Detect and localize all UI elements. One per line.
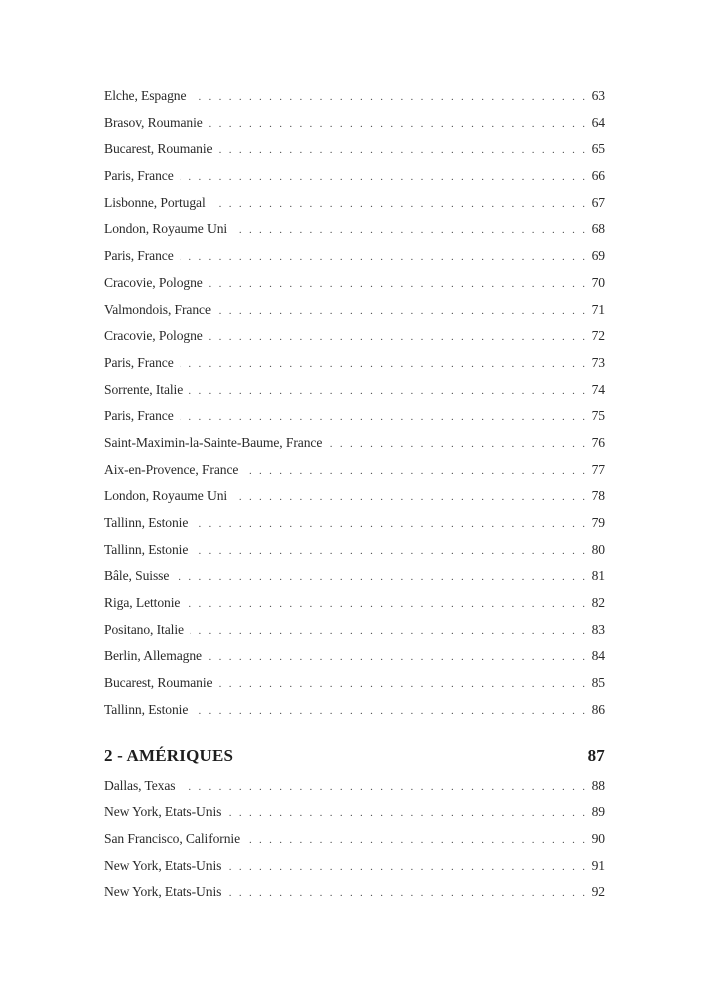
toc-entry-page: 66 (591, 168, 605, 184)
toc-entry-page: 89 (591, 804, 605, 820)
table-of-contents (104, 83, 605, 906)
toc-list-europe (104, 83, 605, 724)
toc-entry-title: Aix-en-Provence, France (104, 461, 239, 477)
toc-dot-leader (227, 800, 585, 827)
toc-dot-leader (209, 324, 585, 351)
toc-entry-title: Elche, Espagne (104, 88, 187, 103)
toc-entry[interactable] (104, 377, 605, 404)
toc-entry-page: 75 (591, 408, 605, 424)
section-heading-ameriques[interactable] (104, 746, 605, 766)
toc-entry[interactable] (104, 297, 605, 324)
toc-entry-page: 84 (591, 648, 605, 664)
toc-entry-page: 72 (591, 328, 605, 344)
toc-entry-title: London, Royaume Uni (104, 488, 228, 504)
toc-entry[interactable] (104, 110, 605, 137)
toc-entry-page: 82 (591, 595, 605, 611)
toc-entry[interactable] (104, 216, 605, 243)
toc-entry-title: Paris, France (104, 248, 174, 264)
toc-entry-page: 78 (591, 488, 605, 504)
toc-dot-leader (192, 84, 585, 111)
toc-entry-title: Berlin, Allemagne (104, 648, 202, 664)
toc-entry-title: New York, Etats-Unis (104, 884, 222, 900)
toc-dot-leader (212, 191, 585, 218)
toc-entry-page: 92 (591, 884, 605, 900)
toc-entry[interactable] (104, 403, 605, 430)
toc-entry[interactable] (104, 510, 605, 537)
toc-entry[interactable] (104, 350, 605, 377)
toc-entry-page: 71 (591, 301, 605, 317)
toc-entry-title: Brasov, Roumanie (104, 114, 203, 130)
toc-entry[interactable] (104, 643, 605, 670)
toc-entry-title: Bâle, Suisse (104, 568, 170, 584)
toc-entry[interactable] (104, 537, 605, 564)
toc-dot-leader (186, 591, 585, 618)
toc-dot-leader (182, 774, 586, 801)
toc-entry-page: 74 (591, 381, 605, 397)
toc-entry-title: London, Royaume Uni (104, 221, 228, 237)
toc-entry-page: 68 (591, 221, 605, 237)
toc-entry[interactable] (104, 190, 605, 217)
toc-entry-title: Paris, France (104, 354, 174, 370)
toc-entry-page: 86 (591, 701, 605, 717)
toc-entry-title: Saint-Maximin-la-Sainte-Baume, France (104, 434, 323, 450)
toc-entry-title: Positano, Italie (104, 621, 184, 637)
toc-entry[interactable] (104, 853, 605, 880)
toc-entry-page: 70 (591, 274, 605, 290)
toc-dot-leader (180, 404, 585, 431)
toc-list-ameriques (104, 773, 605, 906)
toc-entry-title: Paris, France (104, 168, 174, 184)
toc-entry-title: San Francisco, Californie (104, 830, 241, 846)
toc-entry-title: Cracovie, Pologne (104, 274, 203, 290)
toc-dot-leader (194, 538, 585, 565)
toc-entry-title: Sorrente, Italie (104, 381, 184, 397)
section-heading-page: 87 (587, 745, 605, 765)
toc-entry-page: 81 (591, 568, 605, 584)
toc-entry-page: 88 (591, 777, 605, 793)
toc-entry-page: 64 (591, 114, 605, 130)
toc-dot-leader (246, 827, 585, 854)
toc-entry[interactable] (104, 799, 605, 826)
toc-dot-leader (233, 217, 585, 244)
toc-dot-leader (180, 244, 585, 271)
toc-entry[interactable] (104, 670, 605, 697)
toc-dot-leader (180, 351, 585, 378)
toc-entry[interactable] (104, 697, 605, 724)
toc-entry-page: 76 (591, 434, 605, 450)
toc-dot-leader (208, 644, 585, 671)
toc-entry[interactable] (104, 323, 605, 350)
toc-dot-leader (218, 671, 585, 698)
toc-entry[interactable] (104, 457, 605, 484)
toc-dot-leader (180, 164, 585, 191)
toc-entry-title: Tallinn, Estonie (104, 515, 189, 530)
toc-entry[interactable] (104, 826, 605, 853)
toc-entry-page: 85 (591, 675, 605, 691)
toc-entry[interactable] (104, 773, 605, 800)
toc-entry-page: 63 (591, 88, 605, 103)
toc-entry-title: Cracovie, Pologne (104, 328, 203, 344)
toc-entry[interactable] (104, 563, 605, 590)
toc-entry-title: New York, Etats-Unis (104, 857, 222, 873)
toc-entry-page: 77 (591, 461, 605, 477)
toc-entry[interactable] (104, 136, 605, 163)
toc-entry-title: Paris, France (104, 408, 174, 424)
toc-entry-page: 69 (591, 248, 605, 264)
toc-entry[interactable] (104, 270, 605, 297)
toc-entry[interactable] (104, 617, 605, 644)
toc-entry-title: Valmondois, France (104, 301, 211, 317)
toc-dot-leader (328, 431, 585, 458)
toc-entry[interactable] (104, 243, 605, 270)
toc-entry[interactable] (104, 83, 605, 110)
toc-dot-leader (227, 880, 585, 907)
toc-entry-title: Dallas, Texas (104, 777, 176, 793)
toc-entry-page: 65 (591, 141, 605, 157)
toc-dot-leader (209, 271, 585, 298)
toc-entry[interactable] (104, 430, 605, 457)
toc-dot-leader (190, 618, 585, 645)
toc-entry-page: 91 (591, 857, 605, 873)
toc-dot-leader (189, 378, 585, 405)
toc-entry-page: 73 (591, 354, 605, 370)
toc-entry-title: Riga, Lettonie (104, 595, 181, 611)
toc-entry[interactable] (104, 483, 605, 510)
toc-entry[interactable] (104, 163, 605, 190)
toc-entry-title: New York, Etats-Unis (104, 804, 222, 820)
section-heading-title: 2 - AMÉRIQUES (104, 745, 234, 765)
toc-entry-title: Bucarest, Roumanie (104, 141, 213, 157)
toc-entry-title: Tallinn, Estonie (104, 541, 189, 557)
toc-dot-leader (217, 298, 585, 325)
toc-dot-leader (209, 111, 585, 138)
toc-entry-page: 90 (591, 830, 605, 846)
toc-dot-leader (227, 854, 585, 881)
toc-dot-leader (175, 564, 585, 591)
toc-entry-page: 83 (591, 621, 605, 637)
toc-dot-leader (233, 484, 585, 511)
toc-entry-title: Bucarest, Roumanie (104, 675, 213, 691)
toc-entry-page: 80 (591, 541, 605, 557)
toc-entry-page: 79 (591, 515, 605, 530)
toc-entry[interactable] (104, 590, 605, 617)
toc-entry[interactable] (104, 879, 605, 906)
toc-dot-leader (194, 698, 585, 725)
toc-entry-title: Lisbonne, Portugal (104, 194, 206, 210)
toc-entry-title: Tallinn, Estonie (104, 701, 189, 717)
toc-entry-page: 67 (591, 194, 605, 210)
toc-dot-leader (218, 137, 585, 164)
toc-dot-leader (244, 458, 585, 485)
toc-dot-leader (194, 511, 585, 538)
